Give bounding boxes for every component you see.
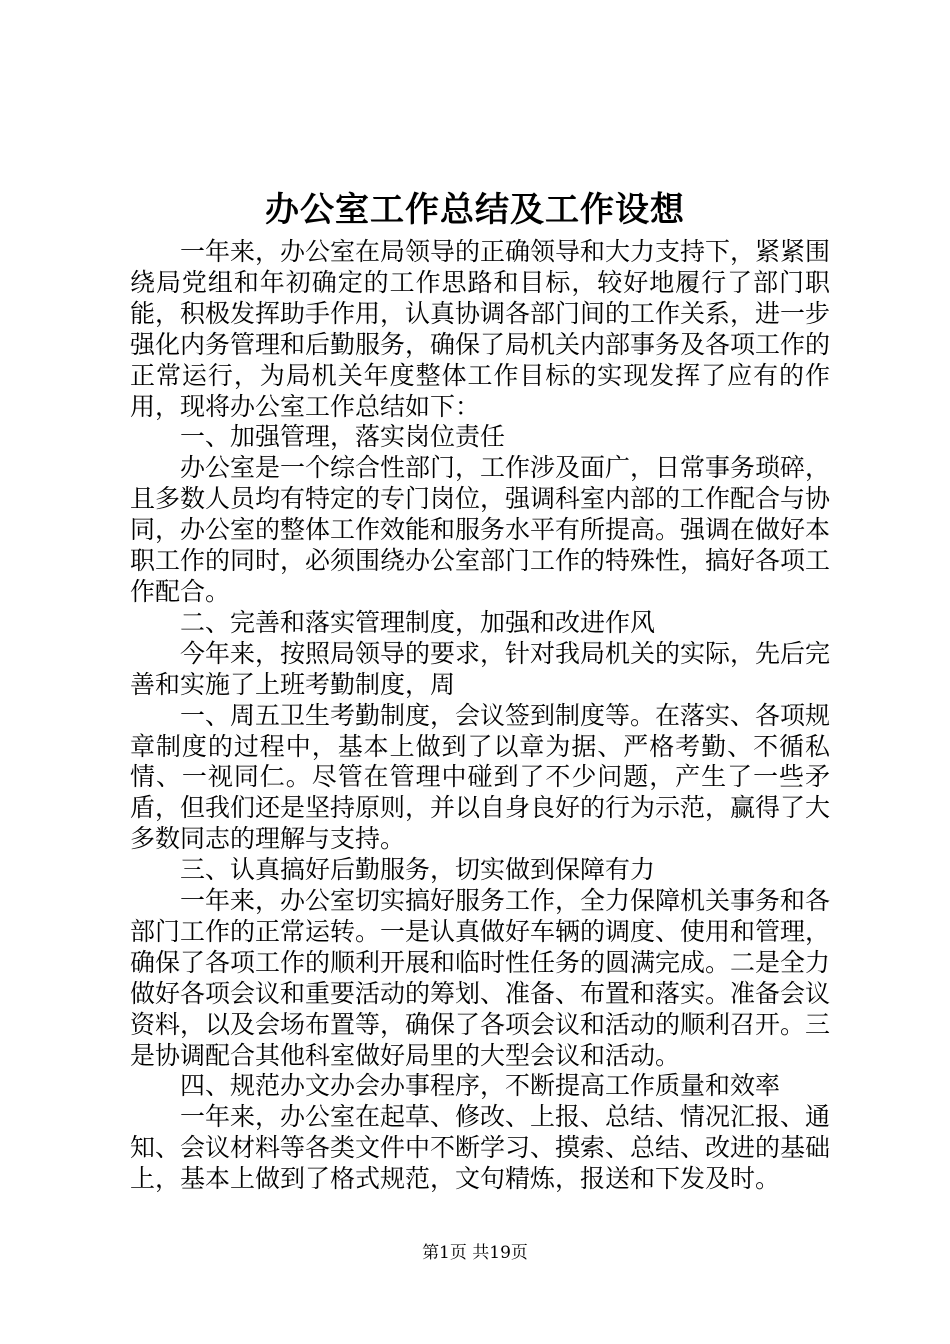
section-heading-3: 三、认真搞好后勤服务，切实做到保障有力 (180, 855, 656, 885)
page-number-footer: 第1页 共19页 (422, 1243, 528, 1263)
section-heading-1: 一、加强管理，落实岗位责任 (180, 422, 506, 452)
section-paragraph-4: 一年来，办公室在起草、修改、上报、总结、情况汇报、通知、会议材料等各类文件中不断学习、摸索、总结、改进的基础上，基本上做到了格式规范，文句精炼，报送和下发及时。 (130, 1102, 831, 1194)
intro-paragraph: 一年来，办公室在局领导的正确领导和大力支持下，紧紧围绕局党组和年初确定的工作思路和目标，较好地履行了部门职能，积极发挥助手作用，认真协调各部门间的工作关系，进一步强化内务管理和后勤服务，确保了局机关内部事务及各项工作的正常运行，为局机关年度整体工作目标的实现发挥了应有的作用，现将办公室工作总结如下： (130, 237, 831, 421)
section-heading-4: 四、规范办文办会办事程序，不断提高工作质量和效率 (180, 1071, 781, 1101)
section-paragraph-2a: 今年来，按照局领导的要求，针对我局机关的实际，先后完善和实施了上班考勤制度，周 (130, 638, 831, 699)
section-paragraph-1: 办公室是一个综合性部门，工作涉及面广，日常事务琐碎，且多数人员均有特定的专门岗位，强调科室内部的工作配合与协同，办公室的整体工作效能和服务水平有所提高。强调在做好本职工作的同时，必须围绕办公室部门工作的特殊性，搞好各项工作配合。 (130, 453, 831, 606)
document-body (130, 237, 830, 1195)
section-paragraph-2b: 一、周五卫生考勤制度，会议签到制度等。在落实、各项规章制度的过程中，基本上做到了以章为据、严格考勤、不循私情、一视同仁。尽管在管理中碰到了不少问题，产生了一些矛盾，但我们还是坚持原则，并以自身良好的行为示范，赢得了大多数同志的理解与支持。 (130, 700, 831, 854)
document-title: 办公室工作总结及工作设想 (265, 190, 685, 230)
section-heading-2: 二、完善和落实管理制度，加强和改进作风 (180, 607, 656, 637)
section-paragraph-3: 一年来，办公室切实搞好服务工作，全力保障机关事务和各部门工作的正常运转。一是认真做好车辆的调度、使用和管理，确保了各项工作的顺利开展和临时性任务的圆满完成。二是全力做好各项会议和重要活动的筹划、准备、布置和落实。准备会议资料，以及会场布置等，确保了各项会议和活动的顺利召开。三是协调配合其他科室做好局里的大型会议和活动。 (130, 886, 831, 1070)
